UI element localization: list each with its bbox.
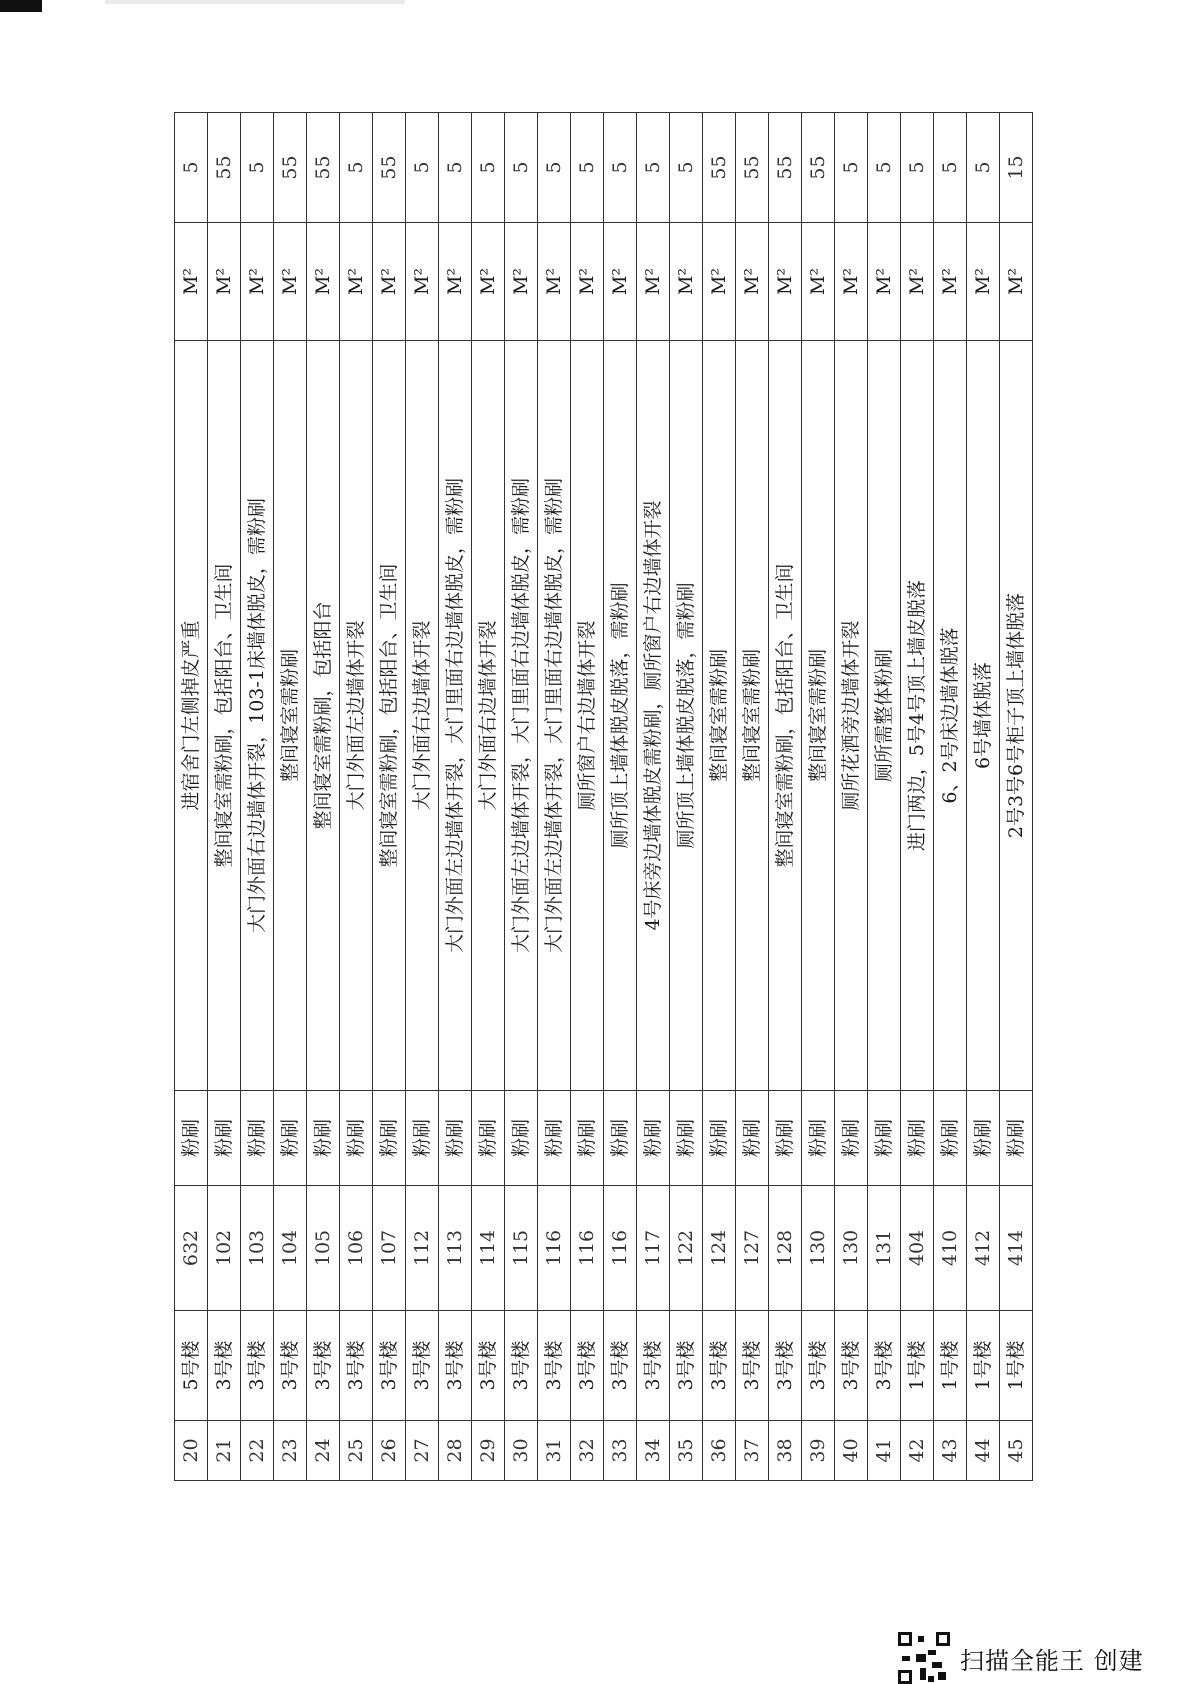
row-building: 3号楼 [307,1311,340,1421]
row-type: 粉刷 [769,1091,802,1186]
row-unit: M² [604,223,637,341]
row-building: 3号楼 [571,1311,604,1421]
table-row [637,113,670,1481]
row-quantity: 5 [571,113,604,223]
row-quantity: 5 [175,113,208,223]
row-seq: 20 [175,1421,208,1481]
row-room: 115 [505,1186,538,1311]
table-row [604,113,637,1481]
row-description: 整间寝室需粉刷 [703,341,736,1091]
row-building: 3号楼 [208,1311,241,1421]
brand-text: 扫描全能王 创建 [960,1646,1144,1675]
row-unit: M² [505,223,538,341]
row-quantity: 55 [373,113,406,223]
row-type: 粉刷 [538,1091,571,1186]
row-description: 厕所花洒旁边墙体开裂 [835,341,868,1091]
row-seq: 31 [538,1421,571,1481]
row-seq: 27 [406,1421,439,1481]
row-quantity: 55 [703,113,736,223]
row-building: 3号楼 [868,1311,901,1421]
row-quantity: 55 [769,113,802,223]
row-building: 3号楼 [604,1311,637,1421]
table-row [934,113,967,1481]
row-building: 3号楼 [703,1311,736,1421]
row-building: 1号楼 [934,1311,967,1421]
row-room: 105 [307,1186,340,1311]
row-building: 3号楼 [538,1311,571,1421]
row-description: 厕所需整体粉刷 [868,341,901,1091]
row-description: 厕所窗户右边墙体开裂 [571,341,604,1091]
row-quantity: 5 [901,113,934,223]
row-room: 103 [241,1186,274,1311]
row-unit: M² [241,223,274,341]
row-room: 124 [703,1186,736,1311]
row-seq: 41 [868,1421,901,1481]
row-building: 3号楼 [406,1311,439,1421]
row-unit: M² [736,223,769,341]
row-unit: M² [373,223,406,341]
row-building: 3号楼 [835,1311,868,1421]
row-description: 整间寝室需粉刷 [802,341,835,1091]
row-unit: M² [472,223,505,341]
row-unit: M² [406,223,439,341]
row-seq: 25 [340,1421,373,1481]
table-row [472,113,505,1481]
row-room: 127 [736,1186,769,1311]
table-row [703,113,736,1481]
row-quantity: 5 [835,113,868,223]
row-building: 3号楼 [769,1311,802,1421]
row-description: 整间寝室需粉刷，包括阳台、卫生间 [373,341,406,1091]
row-quantity: 5 [670,113,703,223]
row-seq: 36 [703,1421,736,1481]
table-row [1000,113,1033,1481]
row-room: 116 [604,1186,637,1311]
row-quantity: 5 [868,113,901,223]
row-type: 粉刷 [439,1091,472,1186]
row-unit: M² [670,223,703,341]
row-quantity: 55 [802,113,835,223]
row-seq: 23 [274,1421,307,1481]
row-quantity: 5 [967,113,1000,223]
row-quantity: 5 [241,113,274,223]
row-quantity: 5 [637,113,670,223]
row-building: 3号楼 [670,1311,703,1421]
table-row [241,113,274,1481]
row-type: 粉刷 [241,1091,274,1186]
row-room: 102 [208,1186,241,1311]
row-type: 粉刷 [703,1091,736,1186]
row-room: 116 [538,1186,571,1311]
row-seq: 24 [307,1421,340,1481]
repair-table [174,112,1033,1481]
row-room: 112 [406,1186,439,1311]
table-row [835,113,868,1481]
row-building: 3号楼 [439,1311,472,1421]
row-unit: M² [175,223,208,341]
row-type: 粉刷 [868,1091,901,1186]
row-unit: M² [274,223,307,341]
row-description: 厕所顶上墙体脱皮脱落，需粉刷 [604,341,637,1091]
row-seq: 37 [736,1421,769,1481]
row-unit: M² [934,223,967,341]
row-unit: M² [538,223,571,341]
row-room: 412 [967,1186,1000,1311]
row-description: 大门外面右边墙体开裂 [472,341,505,1091]
table-row [736,113,769,1481]
row-description: 大门外面左边墙体开裂，大门里面右边墙体脱皮，需粉刷 [505,341,538,1091]
table-row [538,113,571,1481]
row-description: 大门外面左边墙体开裂 [340,341,373,1091]
row-type: 粉刷 [604,1091,637,1186]
row-quantity: 5 [934,113,967,223]
row-quantity: 15 [1000,113,1033,223]
row-building: 1号楼 [967,1311,1000,1421]
row-unit: M² [703,223,736,341]
table-row [208,113,241,1481]
table-row [175,113,208,1481]
row-type: 粉刷 [472,1091,505,1186]
table-row [307,113,340,1481]
row-building: 3号楼 [373,1311,406,1421]
row-room: 131 [868,1186,901,1311]
scanner-watermark [898,1632,1144,1684]
row-room: 404 [901,1186,934,1311]
row-description: 大门外面右边墙体开裂 [406,341,439,1091]
row-description: 整间寝室需粉刷 [274,341,307,1091]
row-quantity: 5 [439,113,472,223]
row-building: 3号楼 [340,1311,373,1421]
row-description: 2号3号6号柜子顶上墙体脱落 [1000,341,1033,1091]
row-type: 粉刷 [901,1091,934,1186]
table-row [901,113,934,1481]
row-room: 122 [670,1186,703,1311]
table-row [769,113,802,1481]
row-room: 106 [340,1186,373,1311]
row-seq: 42 [901,1421,934,1481]
row-building: 3号楼 [802,1311,835,1421]
row-quantity: 5 [505,113,538,223]
row-unit: M² [1000,223,1033,341]
row-quantity: 55 [274,113,307,223]
table-row [505,113,538,1481]
row-room: 414 [1000,1186,1033,1311]
row-seq: 45 [1000,1421,1033,1481]
row-room: 632 [175,1186,208,1311]
row-type: 粉刷 [340,1091,373,1186]
row-unit: M² [802,223,835,341]
row-room: 128 [769,1186,802,1311]
table-row [868,113,901,1481]
scan-edge-strip [105,0,405,4]
row-quantity: 5 [538,113,571,223]
row-type: 粉刷 [637,1091,670,1186]
row-description: 整间寝室需粉刷，包括阳台、卫生间 [208,341,241,1091]
row-quantity: 5 [406,113,439,223]
row-seq: 21 [208,1421,241,1481]
row-building: 3号楼 [472,1311,505,1421]
row-description: 大门外面左边墙体开裂，大门里面右边墙体脱皮，需粉刷 [439,341,472,1091]
row-unit: M² [439,223,472,341]
row-description: 整间寝室需粉刷 [736,341,769,1091]
row-quantity: 55 [307,113,340,223]
row-type: 粉刷 [835,1091,868,1186]
row-description: 6、2号床边墙体脱落 [934,341,967,1091]
row-type: 粉刷 [373,1091,406,1186]
row-room: 130 [802,1186,835,1311]
scan-corner-mark [0,0,42,12]
row-unit: M² [868,223,901,341]
row-seq: 30 [505,1421,538,1481]
table-row [406,113,439,1481]
row-quantity: 5 [472,113,505,223]
row-room: 104 [274,1186,307,1311]
row-unit: M² [571,223,604,341]
row-description: 大门外面左边墙体开裂，大门里面右边墙体脱皮，需粉刷 [538,341,571,1091]
row-type: 粉刷 [307,1091,340,1186]
qr-code-icon [898,1632,950,1684]
row-seq: 32 [571,1421,604,1481]
row-type: 粉刷 [1000,1091,1033,1186]
row-room: 107 [373,1186,406,1311]
row-description: 6号墙体脱落 [967,341,1000,1091]
row-building: 1号楼 [1000,1311,1033,1421]
row-type: 粉刷 [967,1091,1000,1186]
row-unit: M² [637,223,670,341]
repair-table-rotated [174,113,1027,1481]
row-seq: 29 [472,1421,505,1481]
row-type: 粉刷 [406,1091,439,1186]
row-seq: 40 [835,1421,868,1481]
row-seq: 44 [967,1421,1000,1481]
row-description: 进宿舍门左侧掉皮严重 [175,341,208,1091]
row-building: 3号楼 [505,1311,538,1421]
row-type: 粉刷 [274,1091,307,1186]
row-type: 粉刷 [571,1091,604,1186]
row-seq: 35 [670,1421,703,1481]
table-row [340,113,373,1481]
row-description: 整间寝室需粉刷，包括阳台、卫生间 [769,341,802,1091]
row-unit: M² [769,223,802,341]
row-type: 粉刷 [670,1091,703,1186]
row-description: 厕所顶上墙体脱皮脱落，需粉刷 [670,341,703,1091]
row-description: 进门两边，5号4号顶上墙皮脱落 [901,341,934,1091]
row-seq: 26 [373,1421,406,1481]
row-unit: M² [835,223,868,341]
row-quantity: 55 [208,113,241,223]
row-type: 粉刷 [736,1091,769,1186]
row-type: 粉刷 [802,1091,835,1186]
row-unit: M² [208,223,241,341]
row-unit: M² [307,223,340,341]
row-building: 3号楼 [637,1311,670,1421]
row-unit: M² [901,223,934,341]
row-description: 整间寝室需粉刷，包括阳台 [307,341,340,1091]
row-description: 大门外面右边墙体开裂，103-1床墙体脱皮，需粉刷 [241,341,274,1091]
row-building: 3号楼 [736,1311,769,1421]
row-room: 130 [835,1186,868,1311]
row-type: 粉刷 [175,1091,208,1186]
table-row [802,113,835,1481]
table-row [274,113,307,1481]
row-building: 3号楼 [241,1311,274,1421]
row-quantity: 5 [604,113,637,223]
row-room: 114 [472,1186,505,1311]
row-seq: 33 [604,1421,637,1481]
row-type: 粉刷 [208,1091,241,1186]
table-row [670,113,703,1481]
row-description: 4号床旁边墙体脱皮需粉刷，厕所窗户右边墙体开裂 [637,341,670,1091]
row-seq: 38 [769,1421,802,1481]
table-body [175,113,1033,1481]
row-room: 410 [934,1186,967,1311]
row-unit: M² [340,223,373,341]
row-type: 粉刷 [505,1091,538,1186]
row-room: 117 [637,1186,670,1311]
row-building: 1号楼 [901,1311,934,1421]
row-seq: 34 [637,1421,670,1481]
row-seq: 28 [439,1421,472,1481]
row-seq: 39 [802,1421,835,1481]
table-row [439,113,472,1481]
row-type: 粉刷 [934,1091,967,1186]
row-quantity: 5 [340,113,373,223]
row-building: 3号楼 [274,1311,307,1421]
row-quantity: 55 [736,113,769,223]
row-room: 116 [571,1186,604,1311]
table-row [373,113,406,1481]
row-seq: 22 [241,1421,274,1481]
row-building: 5号楼 [175,1311,208,1421]
row-unit: M² [967,223,1000,341]
table-row [571,113,604,1481]
table-row [967,113,1000,1481]
row-seq: 43 [934,1421,967,1481]
row-room: 113 [439,1186,472,1311]
